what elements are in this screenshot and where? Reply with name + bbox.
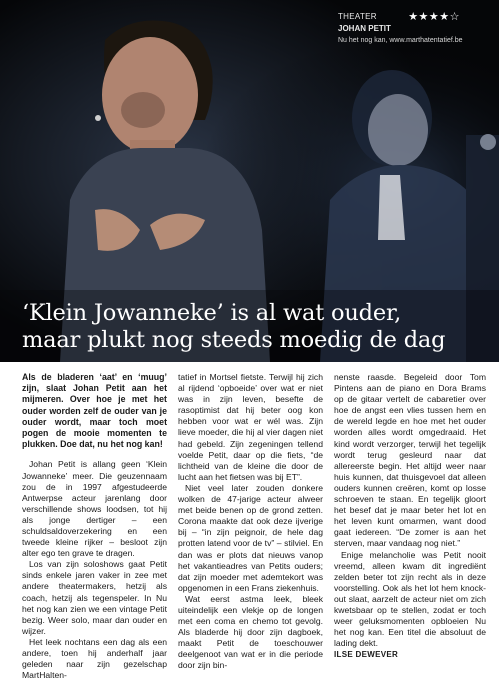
paragraph: Niet veel later zouden donkere wolken de 47-jarige acteur alweer met beide benen op de grond zetten. Corona maakte dat ook deze ijverige bij – “in zijn peignoir, de hele dag protten latend voor de tv” – stilviel. En dan was er plots dat nieuws vanop het vakantieadres van Petits ouders; dat zijn moeder met ademtekort was opgenomen in een Frans ziekenhuis. [178, 482, 323, 593]
paragraph: nenste raasde. Begeleid door Tom Pintens aan de piano en Dora Brams op de gitaar vertelt de cabaretier over hoe de angst een vlies tussen hem en de wereld legde en hoe met het ouder worden alles wordt omgedraaid. Het kind wordt verzorger, terwijl het tegelijk wordt terug gesleurd naar dat allereerste begin. Het altijd weer naar huis kunnen, dat thuisgevoel dat alleen ouders kunnen creëren, komt op losse schroeven te staan. En tegelijk gloort het besef dat je maar beter het lot en het leven kunt omarmen, want dood gaat iedereen. “De zomer is aan het sterven, maar vandaag nog niet.” [334, 372, 486, 549]
paragraph: tatief in Mortsel fietste. Terwijl hij zich al rijdend ‘opboeide’ over wat er niet was in zijn leven, besefte de rasoptimist dat hij beter oog kon hebben voor wat er wél was. Zijn lieve moeder, die hij al vier dagen niet had gebeld. Zijn zegeningen tellend voelde Petit, daar op die fiets, “de lichtheid van de kleine die door de lucht aan het fietsen was bij ET”. [178, 372, 323, 482]
review-meta [338, 12, 496, 44]
artist-name: JOHAN PETIT [338, 24, 391, 33]
column-3 [334, 372, 486, 660]
column-1 [22, 372, 167, 681]
category-label: THEATER [338, 12, 377, 21]
author-byline: ILSE DEWEVER [334, 650, 399, 660]
article-body [22, 372, 492, 681]
article-headline [22, 300, 492, 354]
paragraph: Het leek nochtans een dag als een andere, toen hij anderhalf jaar geleden naar zijn gezelschap MartHalten- [22, 636, 167, 681]
paragraph: Los van zijn soloshows gaat Petit sinds enkele jaren vaker in zee met andere theatermakers, hetzij als coach, hetzij als tegenspeler. In Nu het nog kan zien we een vintage Petit bezig. Weer solo, maar dan ouder en wijzer. [22, 559, 167, 636]
article-lead: Als de bladeren ‘aat’ en ‘muug’ zijn, slaat Johan Petit aan het mijmeren. Over hoe je met het ouder worden zelf de ouder van je ouder wordt, maar toch moet pogen de mooie momenten te plukken. Doe dat, nu het nog kan! [22, 372, 167, 450]
star-rating-icon: ★★★★☆ [408, 11, 460, 23]
show-info: Nu het nog kan, www.marthatentatief.be [338, 37, 463, 44]
paragraph: Johan Petit is allang geen ‘Klein Jowanneke’ meer. Die geuzennaam zou de in 1997 afgestudeerde Antwerpse acteur jarenlang door verschillende shows loodsen, tot hij als jonge dertiger – een schuldsaldoverzekering en een tweede kleine rijker – besloot zijn alter ego ten grave te dragen. [22, 459, 167, 559]
column-2 [178, 372, 323, 672]
paragraph: Enige melancholie was Petit nooit vreemd, alleen kwam dit ingrediënt zelden beter tot zijn recht als in deze voorstelling. Ook als het lot hem knock-out slaat, aarzelt de acteur niet om zich kwetsbaar op te stellen, zodat er toch weer geluksmomenten opbloeien Nu het nog kan. Een titel die absoluut de lading dekt. [334, 549, 486, 649]
paragraph: Wat eerst astma leek, bleek uiteindelijk een vlekje op de longen met een coma en chemo tot gevolg. Als bladerde hij door zijn dagboek, maakt Petit de toeschouwer deelgenoot van wat er in die periode door zijn bin- [178, 593, 323, 671]
headline-line-2: maar plukt nog steeds moedig de dag [22, 327, 446, 353]
headline-line-1: ‘Klein Jowanneke’ is al wat ouder, [22, 300, 402, 326]
